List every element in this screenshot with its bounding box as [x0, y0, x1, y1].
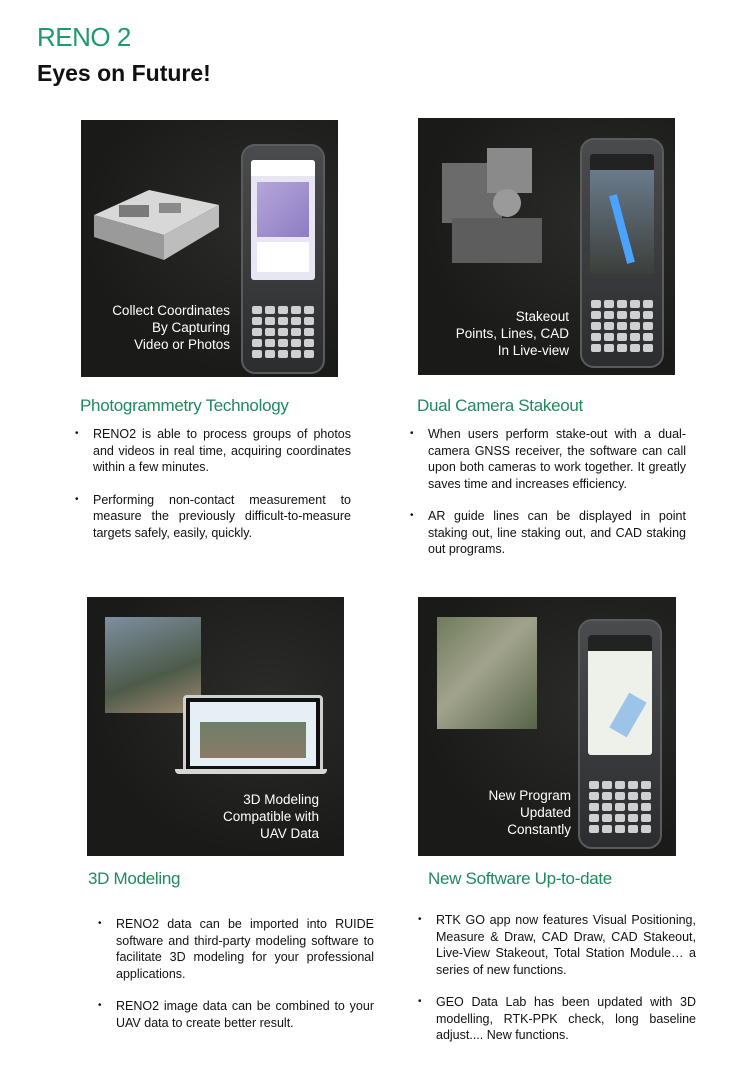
aerial-map-photo: [437, 617, 537, 729]
stakeout-image: [418, 118, 675, 375]
handheld-device: [578, 619, 662, 849]
list-item: • GEO Data Lab has been updated with 3D modelling, RTK-PPK check, long baseline adjust.... New functions.: [418, 994, 696, 1044]
cad-plan-illustration: [432, 143, 552, 273]
software-image: [418, 597, 676, 856]
list-item: • Performing non-contact measurement to measure the previously difficult-to-measure targets safely, easily, quickly.: [75, 492, 351, 542]
feature-title: New Software Up-to-date: [428, 869, 612, 888]
feature-bullets: [410, 426, 686, 574]
tagline: Eyes on Future!: [37, 60, 211, 86]
feature-bullets: [98, 916, 374, 1047]
3d-modeling-image: [87, 597, 344, 856]
panel-caption: New Program Updated Constantly: [488, 788, 571, 837]
list-item: • RENO2 image data can be combined to your UAV data to create better result.: [98, 998, 374, 1031]
list-item: • RENO2 data can be imported into RUIDE software and third-party modeling software to facilitate 3D modeling for your professional applications.: [98, 916, 374, 982]
panel-caption: Stakeout Points, Lines, CAD In Live-view: [455, 309, 569, 358]
feature-title: Photogrammetry Technology: [80, 396, 289, 415]
feature-title: Dual Camera Stakeout: [417, 396, 583, 415]
building-model-illustration: [89, 175, 224, 265]
list-item: • RENO2 is able to process groups of photos and videos in real time, acquiring coordinates within a few minutes.: [75, 426, 351, 476]
panel-caption: Collect Coordinates By Capturing Video or Photos: [112, 303, 230, 352]
photogrammetry-image: [81, 120, 338, 377]
laptop-illustration: [183, 695, 323, 773]
feature-bullets: [418, 912, 696, 1060]
feature-bullets: [75, 426, 351, 557]
feature-title: 3D Modeling: [88, 869, 181, 888]
handheld-device: [241, 144, 325, 374]
list-item: • RTK GO app now features Visual Positioning, Measure & Draw, CAD Draw, CAD Stakeout, Live-View Stakeout, Total Station Module… a series of new functions.: [418, 912, 696, 978]
list-item: • When users perform stake-out with a dual-camera GNSS receiver, the software can call upon both cameras to work together. It greatly saves time and increases efficiency.: [410, 426, 686, 492]
handheld-device: [580, 138, 664, 368]
panel-caption: 3D Modeling Compatible with UAV Data: [222, 792, 319, 841]
list-item: • AR guide lines can be displayed in point staking out, line staking out, and CAD staking out programs.: [410, 508, 686, 558]
brand-title: RENO 2: [37, 22, 131, 52]
